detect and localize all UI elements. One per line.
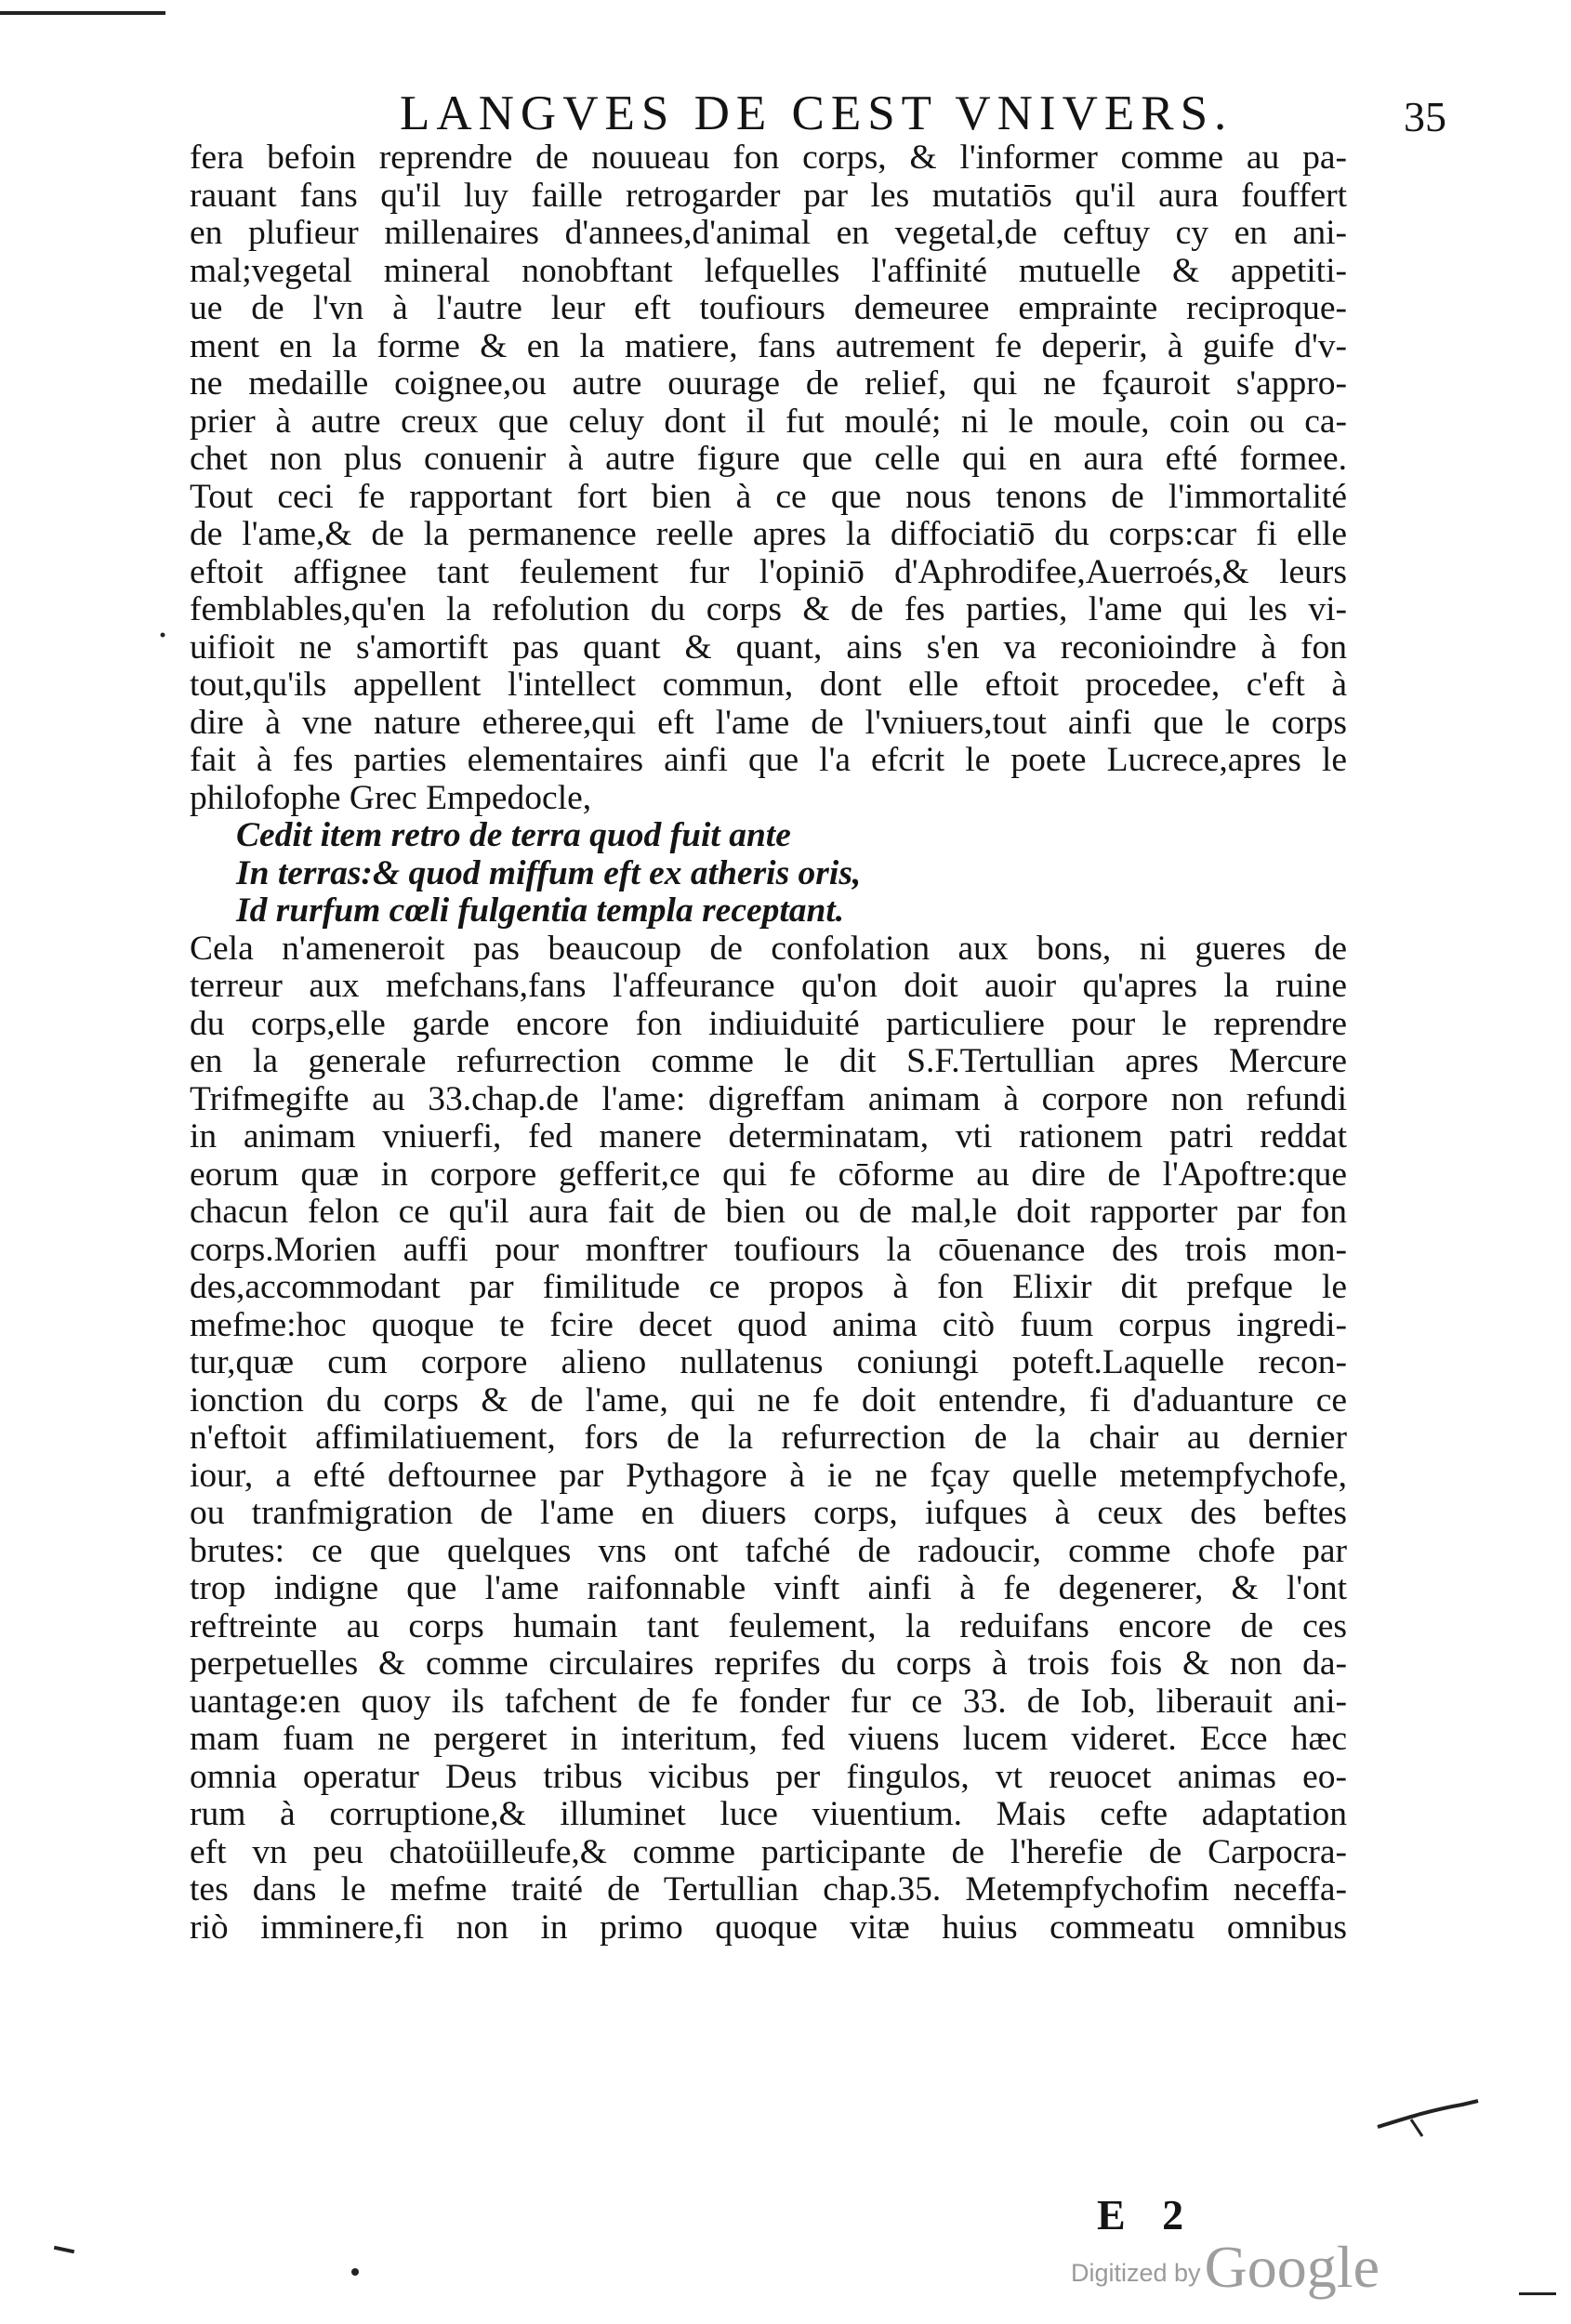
text-line: en la generale refurrection comme le dit S.F.Tertullian apres Mercure [190, 1043, 1347, 1080]
text-line: fera befoin reprendre de nouueau fon corps, & l'informer comme au pa- [190, 139, 1347, 177]
text-line: corps.Morien auffi pour monftrer toufiours la cōuenance des trois mon- [190, 1231, 1347, 1269]
text-line: prier à autre creux que celuy dont il fut moulé; ni le moule, coin ou ca- [190, 403, 1347, 441]
latin-quote-line: Id rurfum cœli fulgentia templa receptant. [236, 892, 845, 930]
text-line: ne medaille coignee,ou autre ouurage de relief, qui ne fçauroit s'appro- [190, 365, 1347, 403]
digitization-watermark [1071, 2233, 1380, 2302]
text-line: tur,quæ cum corpore alieno nullatenus coniungi poteft.Laquelle recon- [190, 1344, 1347, 1381]
text-line: femblables,qu'en la refolution du corps & de fes parties, l'ame qui les vi- [190, 591, 1347, 628]
text-line: philofophe Grec Empedocle, [190, 779, 592, 817]
text-line: trop indigne que l'ame raifonnable vinft ainfi à fe degenerer, & l'ont [190, 1570, 1347, 1607]
text-line: en plufieur millenaires d'annees,d'animal en vegetal,de ceftuy cy en ani- [190, 215, 1347, 252]
text-line: riò imminere,fi non in primo quoque vitæ huius commeatu omnibus [190, 1908, 1347, 1947]
text-line: terreur aux mefchans,fans l'affeurance qu'on doit auoir qu'apres la ruine [190, 968, 1347, 1005]
text-line: reftreinte au corps humain tant feulement, la reduifans encore de ces [190, 1607, 1347, 1645]
text-line: ment en la forme & en la matiere, fans autrement fe deperir, à guife d'v- [190, 327, 1347, 365]
text-line: ou tranfmigration de l'ame en diuers corps, iufques à ceux des beftes [190, 1495, 1347, 1532]
page-header [0, 86, 1571, 141]
signature-mark: E 2 [1097, 2191, 1197, 2238]
text-line: eft vn peu chatoüilleufe,& comme participante de l'herefie de Carpocra- [190, 1833, 1347, 1871]
text-line: du corps,elle garde encore fon indiuiduité particuliere pour le reprendre [190, 1005, 1347, 1043]
scan-speck [54, 2246, 74, 2253]
body-text [190, 139, 1347, 1947]
text-line: uantage:en quoy ils tafchent de fe fonder fur ce 33. de Iob, liberauit ani- [190, 1683, 1347, 1721]
text-line: n'eftoit affimilatiuement, fors de la refurrection de la chair au dernier [190, 1419, 1347, 1457]
text-line: ionction du corps & de l'ame, qui ne fe doit entendre, fi d'aduanture ce [190, 1381, 1347, 1419]
text-line: de l'ame,& de la permanence reelle apres la diffociatiō du corps:car fi elle [190, 516, 1347, 553]
text-line: omnia operatur Deus tribus vicibus per fingulos, vt reuocet animas eo- [190, 1758, 1347, 1796]
text-line: rauant fans qu'il luy faille retrogarder par les mutatiōs qu'il aura fouffert [190, 177, 1347, 215]
text-line: rum à corruptione,& illuminet luce viuentium. Mais cefte adaptation [190, 1796, 1347, 1833]
text-line: mal;vegetal mineral nonobftant lefquelles l'affinité mutuelle & appetiti- [190, 252, 1347, 290]
margin-pen-stroke [1374, 2092, 1485, 2147]
text-line: eftoit affignee tant feulement fur l'opiniō d'Aphrodifee,Auerroés,& leurs [190, 553, 1347, 591]
latin-quote-line: In terras:& quod miffum eft ex atheris oris, [236, 854, 862, 892]
text-line: iour, a efté deftournee par Pythagore à ie ne fçay quelle metempfychofe, [190, 1457, 1347, 1495]
text-line: chet non plus conuenir à autre figure que celle qui en aura efté formee. [190, 441, 1347, 478]
text-line: brutes: ce que quelques vns ont tafché de radoucir, comme chofe par [190, 1532, 1347, 1570]
text-line: uifioit ne s'amortift pas quant & quant, ains s'en va reconioindre à fon [190, 628, 1347, 667]
text-line: Cela n'ameneroit pas beaucoup de confolation aux bons, ni gueres de [190, 930, 1347, 968]
text-line: dire à vne nature etheree,qui eft l'ame de l'vniuers,tout ainfi que le corps [190, 704, 1347, 742]
text-line: des,accommodant par fimilitude ce propos à fon Elixir dit prefque le [190, 1269, 1347, 1306]
page-number: 35 [1404, 93, 1446, 140]
text-line: chacun felon ce qu'il aura fait de bien ou de mal,le doit rapporter par fon [190, 1194, 1347, 1231]
text-line: tout,qu'ils appellent l'intellect commun, dont elle eftoit procedee, c'eft à [190, 667, 1347, 704]
scan-speck [1519, 2292, 1556, 2295]
text-line: eorum quæ in corpore gefferit,ce qui fe cōforme au dire de l'Apoftre:que [190, 1155, 1347, 1194]
latin-quote-line: Cedit item retro de terra quod fuit ante [236, 817, 791, 854]
text-line: fait à fes parties elementaires ainfi que l'a efcrit le poete Lucrece,apres le [190, 742, 1347, 779]
text-line: mam fuam ne pergeret in interitum, fed viuens lucem videret. Ecce hæc [190, 1721, 1347, 1758]
top-scan-rule [0, 11, 165, 15]
text-line: ue de l'vn à l'autre leur eft toufiours demeuree emprainte reciproque- [190, 290, 1347, 327]
margin-dot-mark: · [156, 614, 169, 657]
text-line: in animam vniuerfi, fed manere determinatam, vti rationem patri reddat [190, 1118, 1347, 1155]
text-line: Tout ceci fe rapportant fort bien à ce que nous tenons de l'immortalité [190, 478, 1347, 516]
text-line: Trifmegifte au 33.chap.de l'ame: digreffam animam à corpore non refundi [190, 1080, 1347, 1118]
watermark-prefix: Digitized by [1071, 2259, 1201, 2287]
scan-speck [351, 2268, 359, 2276]
text-line: mefme:hoc quoque te fcire decet quod anima citò fuum corpus ingredi- [190, 1306, 1347, 1344]
running-head: LANGVES DE CEST VNIVERS. [400, 86, 1234, 140]
text-line: perpetuelles & comme circulaires reprifes du corps à trois fois & non da- [190, 1645, 1347, 1683]
watermark-brand: Google [1204, 2234, 1380, 2300]
text-line: tes dans le mefme traité de Tertullian chap.35. Metempfychofim neceffa- [190, 1871, 1347, 1908]
